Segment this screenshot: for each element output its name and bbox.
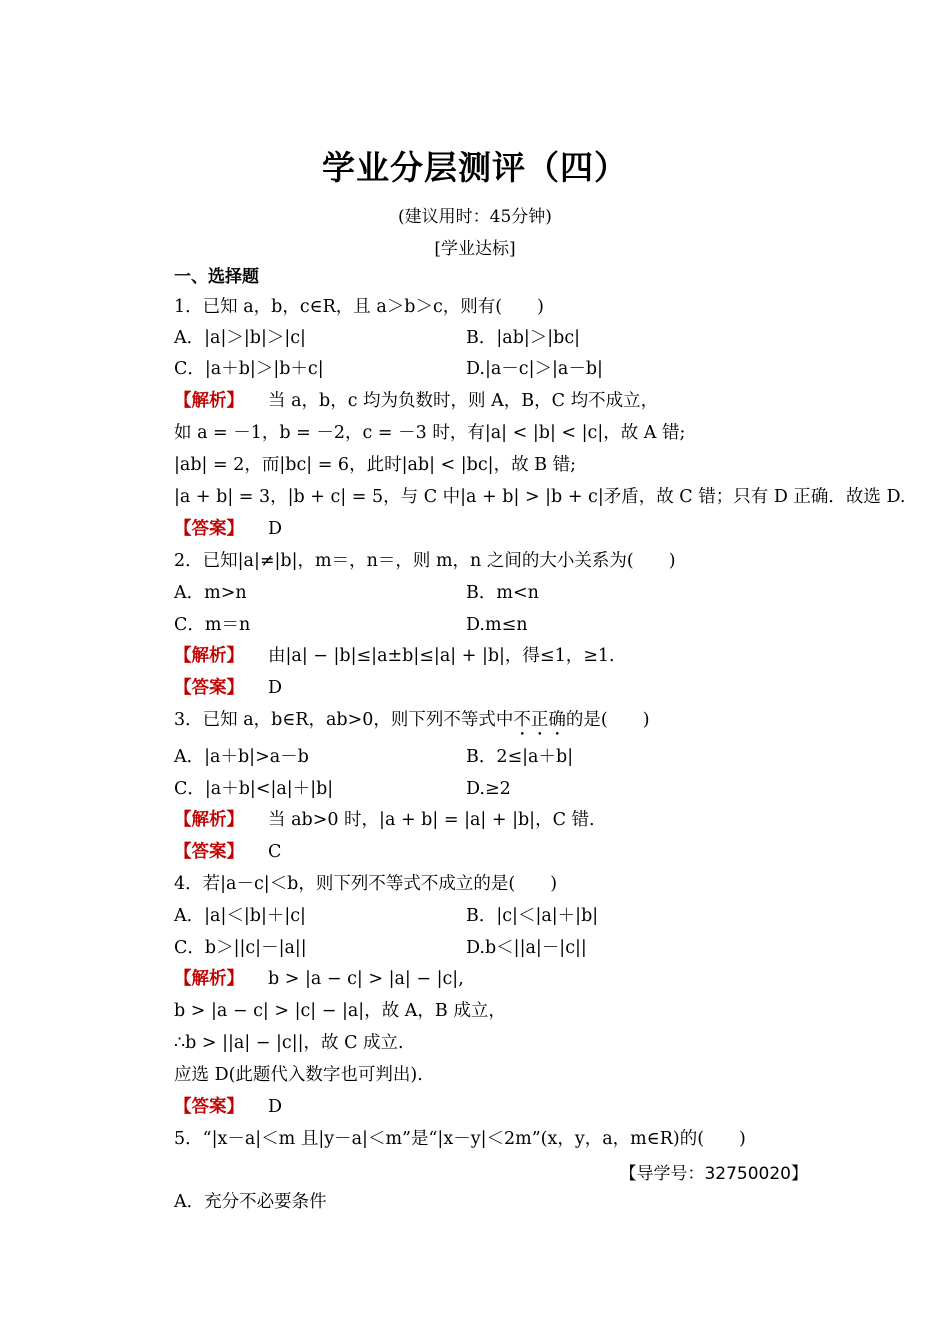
- q3-analysis-line: [174, 809, 595, 831]
- q4-answer-line: [174, 1096, 282, 1118]
- answer-tag: 【答案】: [174, 519, 244, 539]
- q2-analysis-line: [174, 645, 615, 667]
- q1-analysis-line: |a + b| = 3，|b + c| = 5，与 C 中|a + b| > |b + c|矛盾，故 C 错；只有 D 正确．故选 D.: [174, 487, 906, 507]
- q2-analysis-text: 由|a| − |b|≤|a±b|≤|a| + |b|，得≤1，≥1.: [268, 646, 615, 666]
- q2-option-c: C．m＝n: [174, 615, 251, 635]
- q3-stem-emphasis: 不正确: [513, 710, 566, 730]
- analysis-tag: 【解析】: [174, 391, 244, 411]
- q3-answer-line: [174, 841, 281, 863]
- q3-analysis-text: 当 ab>0 时，|a + b| = |a| + |b|，C 错.: [268, 810, 595, 830]
- q3-option-a: A．|a＋b|>a－b: [174, 747, 309, 767]
- section-title: 一、选择题: [174, 267, 259, 287]
- analysis-tag: 【解析】: [174, 646, 244, 666]
- q3-option-b: B．2≤|a＋b|: [466, 747, 574, 767]
- q4-option-d: D.b＜||a|－|c||: [466, 938, 587, 958]
- q4-option-a: A．|a|＜|b|＋|c|: [174, 906, 306, 926]
- q1-option-b: B．|ab|＞|bc|: [466, 328, 581, 348]
- q1-answer: D: [268, 519, 283, 539]
- q4-option-c: C．b＞||c|－|a||: [174, 938, 307, 958]
- q1-analysis-line: [174, 390, 658, 412]
- analysis-tag: 【解析】: [174, 969, 244, 989]
- q4-analysis-line: 应选 D(此题代入数字也可判出).: [174, 1065, 423, 1085]
- answer-tag: 【答案】: [174, 678, 244, 698]
- q1-analysis-line: |ab| = 2，而|bc| = 6，此时|ab| < |bc|，故 B 错;: [174, 455, 576, 475]
- q4-answer: D: [268, 1097, 283, 1117]
- time-note: (建议用时：45分钟): [398, 207, 552, 227]
- q5-option-a: A．充分不必要条件: [174, 1192, 327, 1212]
- q4-analysis-line: b > |a − c| > |c| − |a|，故 A，B 成立，: [174, 1001, 506, 1021]
- answer-tag: 【答案】: [174, 842, 244, 862]
- q2-option-a: A．m>n: [174, 583, 247, 603]
- q2-stem: 2．已知|a|≠|b|，m＝，n＝，则 m，n 之间的大小关系为( ): [174, 551, 676, 571]
- analysis-tag: 【解析】: [174, 810, 244, 830]
- level-label: [学业达标]: [434, 239, 516, 259]
- q1-stem: 1．已知 a，b，c∈R，且 a＞b＞c，则有( ): [174, 297, 544, 317]
- q1-option-c: C．|a＋b|＞|b＋c|: [174, 359, 324, 379]
- q3-option-d: D.≥2: [466, 779, 511, 799]
- q3-stem-post: 的是( ): [565, 710, 650, 730]
- q1-answer-line: [174, 518, 282, 540]
- q1-option-a: A．|a|＞|b|＞|c|: [174, 328, 306, 348]
- q4-analysis-text: b > |a − c| > |a| − |c|,: [268, 969, 464, 989]
- q3-answer: C: [268, 842, 282, 862]
- q2-answer: D: [268, 678, 283, 698]
- q1-analysis-text: 当 a，b，c 均为负数时，则 A，B，C 均不成立，: [268, 391, 659, 411]
- guide-number: 【导学号：32750020】: [619, 1164, 808, 1184]
- q4-stem: 4．若|a－c|＜b，则下列不等式不成立的是( ): [174, 874, 558, 894]
- answer-tag: 【答案】: [174, 1097, 244, 1117]
- page-title: 学业分层测评（四）: [322, 148, 628, 187]
- q4-option-b: B．|c|＜|a|＋|b|: [466, 906, 599, 926]
- q2-option-d: D.m≤n: [466, 615, 528, 635]
- q4-analysis-line: ∴b > ||a| − |c||，故 C 成立.: [174, 1033, 404, 1053]
- q1-option-d: D.|a－c|＞|a－b|: [466, 359, 603, 379]
- q1-analysis-line: 如 a = －1，b = －2，c = －3 时，有|a| < |b| < |c|，故 A 错;: [174, 423, 686, 443]
- q3-stem: [174, 709, 650, 740]
- q2-answer-line: [174, 677, 282, 699]
- q3-option-c: C．|a＋b|<|a|＋|b|: [174, 779, 334, 799]
- q3-stem-pre: 3．已知 a，b∈R，ab>0，则下列不等式中: [174, 710, 514, 730]
- q4-analysis-line: [174, 968, 464, 990]
- q5-stem: 5．“|x－a|＜m 且|y－a|＜m”是“|x－y|＜2m”(x，y，a，m∈R)的( ): [174, 1129, 746, 1149]
- q2-option-b: B．m<n: [466, 583, 539, 603]
